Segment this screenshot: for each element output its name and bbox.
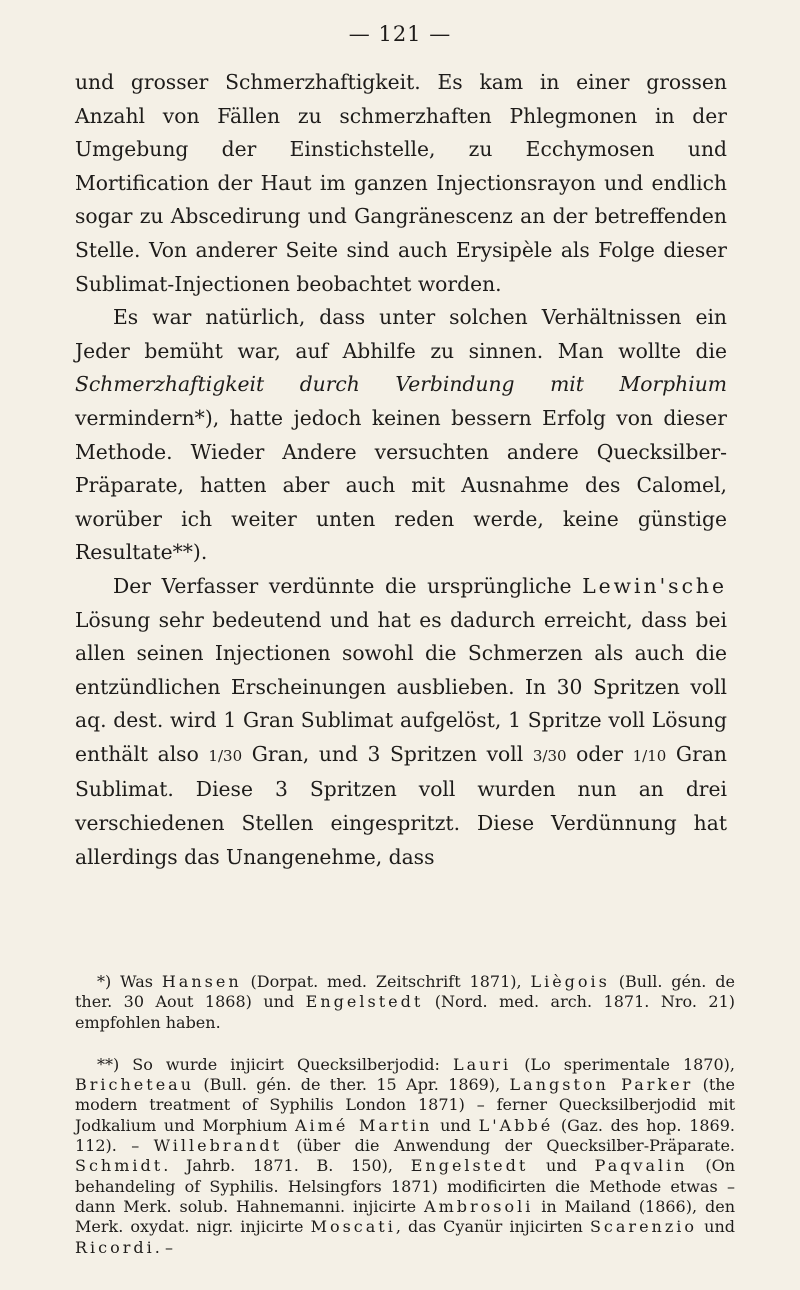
fn2-name-langston-parker: Langston Parker (509, 1075, 694, 1095)
paragraph-2 (75, 301, 727, 570)
fn2-name-willebrandt: Willebrandt (153, 1136, 282, 1156)
fn1-text-c: (Bull. gén. de ther. 30 Aout 1868) und (75, 972, 735, 1012)
fn2-text-f: (Gaz. des hop. 1869. 112). – (75, 1115, 735, 1156)
footnotes (75, 972, 735, 1258)
fn2-text-e: und (432, 1115, 479, 1135)
fn2-name-moscati: Moscati (310, 1217, 396, 1237)
fn2-name-schmidt: Schmidt (75, 1156, 164, 1176)
p2-text-a: Es war natürlich, dass unter solchen Verhältnissen ein Jeder bemüht war, auf Abhilfe zu sinnen. Man wollte die (75, 305, 727, 363)
fraction-1-30: 1/30 (208, 746, 243, 765)
fn1-name-engelstedt: Engelstedt (305, 992, 424, 1012)
p3-text-d: oder (566, 741, 633, 766)
fn2-name-labbe: L'Abbé (478, 1115, 554, 1135)
page-number: — 121 — (348, 22, 452, 46)
fn2-name-lauri: Lauri (452, 1054, 512, 1074)
main-text (75, 66, 727, 874)
p3-text-c: Gran, und 3 Spritzen voll (242, 741, 533, 766)
fn2-text-g: (über die Anwendung der Quecksilber-Präparate. (282, 1136, 736, 1156)
p2-text-b: vermindern*), hatte jedoch keinen bessern Erfolg von dieser Methode. Wieder Andere versuchten andere Quecksilber-Präparate, hatten aber auch mit Ausnahme des Calomel, worüber ich weiter unten reden werde, keine günstige Resultate**). (75, 405, 727, 565)
fn2-text-m: und (697, 1217, 735, 1237)
footnote-2-mark: **) (97, 1054, 120, 1074)
fn1-text-a: Was (111, 972, 162, 991)
fn2-name-bricheteau: Bricheteau (75, 1075, 194, 1095)
fn2-text-h: . Jahrb. 1871. B. 150), (163, 1156, 411, 1176)
paragraph-1: und grosser Schmerzhaftigkeit. Es kam in einer grossen Anzahl von Fällen zu schmerzhaften Phlegmonen in der Umgebung der Einstichstelle, zu Ecchymosen und Mortification der Haut im ganzen Injectionsrayon und endlich sogar zu Abscedirung und Gangränescenz an der betreffenden Stelle. Von anderer Seite sind auch Erysipèle als Folge dieser Sublimat-Injectionen beobachtet worden. (75, 70, 727, 296)
fn2-text-i: und (528, 1156, 595, 1176)
fn2-text-b: (Lo sperimentale 1870), (511, 1054, 735, 1074)
fn2-name-ambrosoli: Ambrosoli (424, 1196, 534, 1216)
footnote-2 (75, 1055, 735, 1258)
fn2-text-a: So wurde injicirt Quecksilberjodid: (119, 1054, 453, 1074)
fn1-text-d: (Nord. med. arch. 1871. Nro. 21) empfohlen haben. (75, 992, 735, 1032)
fn2-text-n: . – (154, 1237, 173, 1257)
fn2-name-scarenzio: Scarenzio (589, 1217, 698, 1237)
paragraph-3 (75, 570, 727, 874)
fn2-name-engelstedt: Engelstedt (410, 1156, 529, 1176)
fraction-3-30: 3/30 (532, 746, 567, 765)
p3-text-e: Gran Sublimat. Diese 3 Spritzen voll wurden nun an drei verschiedenen Stellen eingespritzt. Diese Verdünnung hat allerdings das Unangenehme, dass (75, 741, 727, 869)
fn2-name-ricordi: Ricordi (75, 1237, 155, 1257)
p2-emphasis: Schmerzhaftigkeit durch Verbindung mit Morphium (75, 372, 727, 397)
fraction-1-10: 1/10 (632, 746, 667, 765)
fn1-text-b: (Dorpat. med. Zeitschrift 1871), (241, 972, 531, 991)
p3-text-a: Der Verfasser verdünnte die ursprüngliche (113, 573, 583, 598)
fn2-name-paqvalin: Paqvalin (594, 1156, 688, 1176)
fn2-text-c: (Bull. gén. de ther. 15 Apr. 1869), (194, 1075, 510, 1095)
p3-text-b: Lösung sehr bedeutend und hat es dadurch erreicht, dass bei allen seinen Injectionen sowohl die Schmerzen als auch die entzündlichen Erscheinungen ausblieben. In 30 Spritzen voll aq. dest. wird 1 Gran Sublimat aufgelöst, 1 Spritze voll Lösung enthält also (75, 607, 727, 766)
fn2-text-d: (the modern treatment of Syphilis London 1871) – ferner Quecksilberjodid mit Jodkalium und Morphium (75, 1075, 736, 1135)
fn2-text-l: , das Cyanür injicirten (395, 1217, 590, 1237)
fn2-name-aime-martin: Aimé Martin (294, 1115, 433, 1135)
p3-name-lewin: Lewin'sche (582, 573, 727, 598)
footnote-1 (75, 972, 735, 1033)
fn2-text-k: in Mailand (1866), den Merk. oxydat. nigr. injicirte (75, 1196, 735, 1237)
footnote-1-mark: *) (97, 972, 112, 991)
fn1-name-liegois: Liègois (530, 972, 610, 991)
fn1-name-hansen: Hansen (161, 972, 242, 991)
fn2-text-j: (On behandeling of Syphilis. Helsingfors 1871) modificirten die Methode etwas – dann Merk. solub. Hahnemanni. injicirte (75, 1156, 735, 1216)
